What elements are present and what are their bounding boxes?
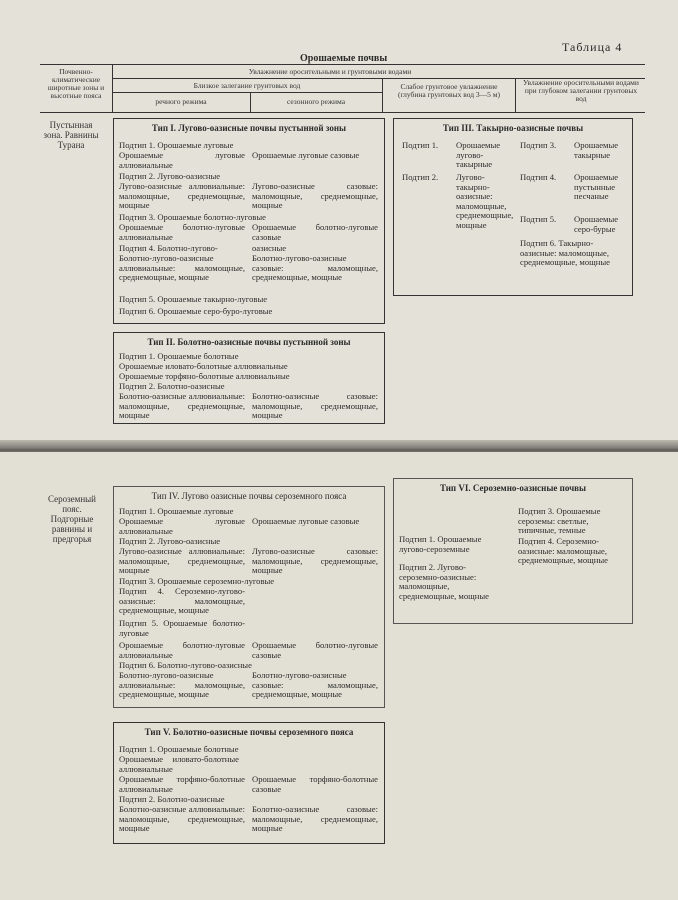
type5-title: Тип V. Болотно-оазисные почвы сероземного пояса	[144, 727, 354, 737]
rule-col4	[515, 78, 516, 112]
type3-box	[393, 118, 633, 296]
type1-s2-left: Лугово-оазисные аллювиальные: маломощные, среднемощные, мощные	[119, 181, 245, 211]
type6-subtype2: Подтип 2. Лугово-сероземно-оазисные: маломощные, среднемощные, мощные	[399, 562, 489, 601]
type2-right: Болотно-оазисные сазовые: маломощные, среднемощные, мощные	[252, 391, 378, 421]
type2-left: Болотно-оазисные аллювиальные: маломощные, среднемощные, мощные	[119, 391, 245, 421]
type4-s1-right: Орошаемые луговые сазовые	[252, 516, 360, 526]
type1-subtype4-head-right: оазисные	[252, 243, 287, 253]
rule-col3	[382, 78, 383, 112]
type1-subtype5: Подтип 5. Орошаемые такырно-луговые	[119, 294, 268, 304]
type3-p3-text: Орошаемые такырные	[574, 140, 619, 160]
type1-s4-right: Болотно-лугово-оазисные сазовые: маломощные, среднемощные, мощные	[252, 253, 378, 283]
type6-subtype3: Подтип 3. Орошаемые сероземы: светлые, типичные, темные	[518, 506, 601, 536]
type3-p5-label: Подтип 5.	[520, 214, 557, 224]
type5-subtype2: Подтип 2. Болотно-оазисные	[119, 794, 225, 804]
seasonal-regime-header: сезонного режима	[286, 97, 346, 106]
moisture-header: Увлажнение оросительными и грунтовыми водами	[248, 67, 412, 76]
table-title: Орошаемые почвы	[300, 53, 388, 64]
type4-subtype5: Подтип 5. Орошаемые болотно-луговые	[119, 618, 245, 638]
type1-box	[113, 118, 385, 324]
type4-subtype3: Подтип 3. Орошаемые сероземно-луговые	[119, 576, 275, 586]
type5-subtype1: Подтип 1. Орошаемые болотные	[119, 744, 239, 754]
type3-p4-text: Орошаемые пустынные песчаные	[574, 172, 619, 202]
type2-subtype2: Подтип 2. Болотно-оазисные	[119, 381, 225, 391]
type6-title: Тип VI. Сероземно-оазисные почвы	[439, 483, 587, 493]
type2-subtype1: Подтип 1. Орошаемые болотные	[119, 351, 239, 361]
type3-p2-text: Лугово-такырно-оазисные: маломощные, среднемощные, мощные	[456, 172, 514, 230]
weak-gw-header: Слабое грунтовое увлажнение (глубина грунтовых вод 3—5 м)	[397, 82, 501, 99]
type5-box	[113, 722, 385, 844]
type4-title: Тип IV. Лугово оазисные почвы сероземного пояса	[151, 491, 347, 501]
type4-s5-left: Орошаемые болотно-луговые аллювиальные	[119, 640, 245, 660]
type1-subtype3: Подтип 3. Орошаемые болотно-луговые	[119, 212, 266, 222]
type3-p3-label: Подтип 3.	[520, 140, 557, 150]
type4-s2-left: Лугово-оазисные аллювиальные: маломощные, среднемощные, мощные	[119, 546, 245, 576]
type4-s5-right: Орошаемые болотно-луговые сазовые	[252, 640, 378, 660]
type2-title: Тип II. Болотно-оазисные почвы пустынной зоны	[147, 337, 351, 347]
type3-p6: Подтип 6. Такырно-оазисные: маломощные, среднемощные, мощные	[520, 238, 610, 268]
rule-top	[40, 64, 645, 65]
type4-s6-right: Болотно-лугово-оазисные сазовые: маломощные, среднемощные, мощные	[252, 670, 378, 700]
type1-subtype2: Подтип 2. Лугово-оазисные	[119, 171, 221, 181]
type5-s1-right: Орошаемые торфяно-болотные сазовые	[252, 774, 378, 794]
lower-page	[0, 452, 678, 900]
upper-page	[0, 0, 678, 446]
type6-subtype4: Подтип 4. Сероземно-оазисные: маломощные, среднемощные, мощные	[518, 536, 608, 566]
type1-subtype6: Подтип 6. Орошаемые серо-буро-луговые	[119, 306, 273, 316]
type3-title: Тип III. Такырно-оазисные почвы	[442, 123, 584, 133]
type1-s1-left: Орошаемые луговые аллювиальные	[119, 150, 245, 170]
rule-under-near-gw	[112, 92, 382, 93]
type1-s1-right: Орошаемые луговые сазовые	[252, 150, 360, 160]
type5-right: Болотно-оазисные сазовые: маломощные, среднемощные, мощные	[252, 804, 378, 834]
zone-column-header: Почвенно-климатические широтные зоны и высотные пояса	[47, 67, 105, 100]
type5-line1: Орошаемые иловато-болотные аллювиальные	[119, 754, 239, 774]
deep-gw-header: Увлажнение оросительными водами при глубоком залегании грунтовых вод	[523, 78, 639, 103]
type3-p1-text: Орошаемые лугово-такырные	[456, 140, 501, 170]
type4-s6-left: Болотно-лугово-оазисные аллювиальные: маломощные, среднемощные, мощные	[119, 670, 245, 700]
type2-line2: Орошаемые торфяно-болотные аллювиальные	[119, 371, 290, 381]
river-regime-header: речного режима	[155, 97, 207, 106]
type6-box	[393, 478, 633, 624]
type3-p4-label: Подтип 4.	[520, 172, 557, 182]
type1-s4-left: Болотно-лугово-оазисные аллювиальные: маломощные, среднемощные, мощные	[119, 253, 245, 283]
type4-box	[113, 486, 385, 708]
type5-left: Болотно-оазисные аллювиальные: маломощные, среднемощные, мощные	[119, 804, 245, 834]
type2-box	[113, 332, 385, 424]
type1-s3-left: Орошаемые болотно-луговые аллювиальные	[119, 222, 245, 242]
zone-desert: Пустынная зона. Равнины Турана	[43, 120, 99, 150]
near-gw-header: Близкое залегание грунтовых вод	[193, 81, 301, 90]
type1-title: Тип I. Лугово-оазисные почвы пустынной зоны	[151, 123, 347, 133]
type5-s1-left: Орошаемые торфяно-болотные аллювиальные	[119, 774, 245, 794]
rule-header-bottom	[40, 112, 645, 113]
type1-subtype1: Подтип 1. Орошаемые луговые	[119, 140, 234, 150]
type1-subtype4-head-left: Подтип 4. Болотно-лугово-	[119, 243, 218, 253]
type4-subtype6: Подтип 6. Болотно-лугово-оазисные	[119, 660, 252, 670]
type4-subtype1: Подтип 1. Орошаемые луговые	[119, 506, 234, 516]
type4-subtype2: Подтип 2. Лугово-оазисные	[119, 536, 221, 546]
type1-s3-right: Орошаемые болотно-луговые сазовые	[252, 222, 378, 242]
type4-s2-right: Лугово-оазисные сазовые: маломощные, среднемощные, мощные	[252, 546, 378, 576]
type3-p1-label: Подтип 1.	[402, 140, 439, 150]
type3-p5-text: Орошаемые серо-бурые	[574, 214, 619, 234]
zone-serozem: Сероземный пояс. Подгорные равнины и предгорья	[47, 494, 97, 544]
rule-col2	[250, 92, 251, 112]
type3-p2-label: Подтип 2.	[402, 172, 439, 182]
type2-line1: Орошаемые иловато-болотные аллювиальные	[119, 361, 288, 371]
table-number: Таблица 4	[562, 40, 623, 54]
type1-s2-right: Лугово-оазисные сазовые: маломощные, среднемощные, мощные	[252, 181, 378, 211]
type6-subtype1: Подтип 1. Орошаемые лугово-сероземные	[399, 534, 482, 554]
type4-s1-left: Орошаемые луговые аллювиальные	[119, 516, 245, 536]
type4-subtype4: Подтип 4. Сероземно-лугово-оазисные: маломощные, среднемощные, мощные	[119, 586, 245, 616]
rule-col1	[112, 64, 113, 112]
